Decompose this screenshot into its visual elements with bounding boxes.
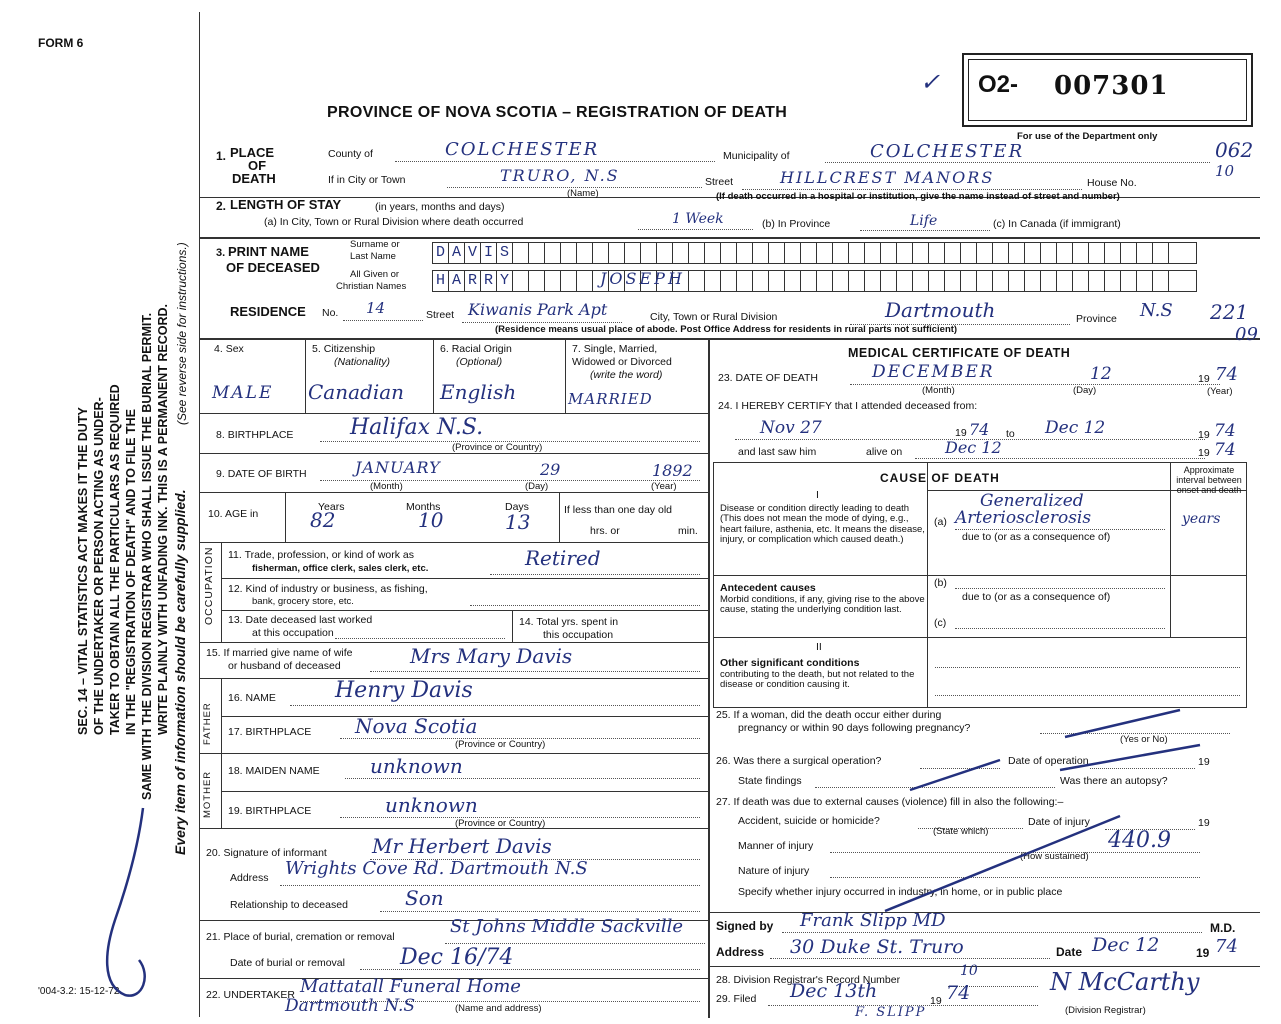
s11-label: 11. Trade, profession, or kind of work as	[228, 549, 414, 561]
approx-interval-label: Approximate interval between onset and death	[1176, 465, 1242, 495]
citizenship-value: Canadian	[308, 380, 405, 404]
margin-text-2: OF THE UNDERTAKER OR PERSON ACTING AS UNDER-	[92, 397, 106, 735]
informant-address-label: Address	[230, 872, 269, 884]
age-months-label: Months	[406, 501, 441, 513]
attended-from-year: 74	[969, 420, 990, 439]
undertaker-value: Mattatall Funeral Home	[300, 976, 521, 997]
alive-on-label: alive on	[866, 446, 903, 458]
margin-text-7: Every item of information should be carefully supplied.	[172, 489, 188, 855]
residence-city-value: Dartmouth	[885, 298, 996, 322]
birth-year-caption: (Year)	[651, 481, 677, 492]
less-than-day-label: If less than one day old	[564, 504, 672, 516]
due-to-label-1: due to (or as a consequence of)	[962, 531, 1111, 543]
injury-year-prefix: 19	[1198, 817, 1210, 829]
injury-date-label: Date of injury	[1028, 816, 1090, 828]
s13-label: 13. Date deceased last worked	[228, 614, 373, 626]
record-number-value: 10	[960, 963, 978, 979]
attended-from-year-prefix: 19	[955, 427, 967, 439]
form-id: FORM 6	[38, 36, 84, 50]
nature-label: Nature of injury	[738, 865, 810, 877]
hours-label: hrs. or	[590, 525, 620, 537]
s14-label-2: this occupation	[543, 629, 614, 641]
s10-label: 10. AGE in	[208, 508, 259, 520]
municipality-code: 10	[1215, 162, 1235, 180]
occupation-value: Retired	[525, 546, 601, 570]
residence-city-label: City, Town or Rural Division	[650, 311, 778, 323]
manner-label: Manner of injury	[738, 840, 814, 852]
s15-label-2: or husband of deceased	[228, 660, 341, 672]
relationship-label: Relationship to deceased	[230, 899, 348, 911]
mother-birthplace-caption: (Province or Country)	[455, 818, 546, 829]
s2-sub: (in years, months and days)	[375, 201, 505, 213]
direct-cause-description: Disease or condition directly leading to death (This does not mean the mode of dying, e.g., heart failure, asthenia, etc. It means the disease, injury, or complication which caused death.)	[720, 503, 925, 546]
occupation-side-label: OCCUPATION	[203, 546, 215, 625]
page-title: PROVINCE OF NOVA SCOTIA – REGISTRATION OF DEATH	[327, 104, 788, 121]
check-mark-icon: ✓	[920, 68, 941, 96]
state-findings-label: State findings	[738, 775, 802, 787]
death-year-value: 74	[1215, 364, 1238, 385]
autopsy-label: Was there an autopsy?	[1060, 775, 1168, 787]
residence-street-value: Kiwanis Park Apt	[468, 300, 608, 319]
mother-maiden-name-value: unknown	[370, 754, 463, 778]
certifier-address-label: Address	[716, 945, 765, 959]
certificate-year-value: 74	[1215, 936, 1238, 957]
s7-label-2: Widowed or Divorced	[572, 356, 672, 368]
s24-label: 24. I HEREBY CERTIFY that I attended deceased from:	[718, 400, 978, 412]
undertaker-caption: (Name and address)	[455, 1003, 542, 1014]
s6-sub: (Optional)	[456, 356, 503, 368]
signed-by-value: Frank Slipp MD	[800, 910, 946, 931]
cause-a-interval: years	[1182, 511, 1221, 527]
undertaker-address-value: Dartmouth N.S	[285, 996, 416, 1016]
residence-street-label: Street	[426, 309, 455, 321]
s3-label: PRINT NAME	[228, 244, 309, 259]
informant-value: Mr Herbert Davis	[372, 834, 552, 858]
given-names-label: All Given or	[350, 269, 400, 280]
residence-province-label: Province	[1076, 313, 1117, 325]
due-to-label-2: due to (or as a consequence of)	[962, 591, 1111, 603]
father-name-value: Henry Davis	[335, 678, 473, 703]
s14-label: 14. Total yrs. spent in	[519, 616, 619, 628]
registrar-initial-mark	[95, 800, 165, 1010]
informant-address-value: Wrights Cove Rd. Dartmouth N.S	[285, 858, 588, 879]
filed-year-value: 74	[946, 982, 971, 1004]
last-saw-year: 74	[1214, 440, 1236, 460]
residence-label: RESIDENCE	[230, 304, 306, 319]
death-day-value: 12	[1090, 364, 1112, 384]
s23-label: 23. DATE OF DEATH	[718, 372, 818, 384]
residence-province-value: N.S	[1140, 300, 1173, 321]
other-conditions-description: contributing to the death, but not related to the disease or condition causing it.	[720, 669, 915, 691]
s13-label-2: at this occupation	[252, 627, 334, 639]
violence-strike-mark	[880, 806, 1130, 916]
birth-day-caption: (Day)	[525, 481, 549, 492]
s1-label-death: DEATH	[232, 171, 276, 186]
last-saw-label: and last saw him	[738, 446, 817, 458]
s17-label: 17. BIRTHPLACE	[228, 726, 312, 738]
stay-city-value: 1 Week	[672, 211, 724, 227]
s12-label: 12. Kind of industry or business, as fishing,	[228, 583, 428, 595]
s1-label: PLACE	[230, 145, 275, 160]
attended-from-value: Nov 27	[760, 418, 822, 438]
cause-part-i: I	[816, 489, 819, 501]
registration-number: 007301	[1054, 71, 1169, 101]
death-month-value: DECEMBER	[872, 362, 995, 382]
attended-to-value: Dec 12	[1045, 418, 1106, 438]
md-label: M.D.	[1210, 921, 1236, 935]
county-label: County of	[328, 148, 373, 160]
birth-day-value: 29	[540, 460, 561, 479]
cause-c-label: (c)	[934, 617, 947, 629]
s28-label: 28. Division Registrar's Record Number	[716, 974, 901, 986]
residence-note: (Residence means usual place of abode. Post Office Address for residents in rural parts not sufficient)	[495, 324, 958, 335]
operation-year-prefix: 19	[1198, 756, 1210, 768]
given-names-cells: H A R R Y	[432, 270, 1197, 292]
other-conditions-title: Other significant conditions	[720, 657, 860, 669]
last-saw-value: Dec 12	[945, 438, 1002, 457]
s2-num: 2.	[216, 199, 227, 213]
s7-label-3: (write the word)	[590, 369, 663, 381]
margin-text-5: SAME WITH THE DIVISION REGISTRAR WHO SHALL ISSUE THE BURIAL PERMIT.	[140, 312, 154, 800]
margin-text-4: IN THE "REGISTRATION OF DEATH" AND TO FILE THE	[124, 409, 138, 735]
certificate-date-value: Dec 12	[1092, 934, 1160, 956]
surgery-strike-mark	[900, 740, 1220, 795]
accident-label: Accident, suicide or homicide?	[738, 815, 880, 827]
attended-to-year-prefix: 19	[1198, 429, 1210, 441]
s25-label-2: pregnancy or within 90 days following pregnancy?	[738, 722, 971, 734]
age-days-label: Days	[505, 501, 529, 513]
surname-label-2: Last Name	[350, 251, 396, 262]
birth-year-value: 1892	[652, 461, 693, 480]
how-sustained-caption: (How sustained)	[1020, 851, 1089, 862]
antecedent-causes-description: Morbid conditions, if any, giving rise to the above cause, stating the underlying condition last.	[720, 594, 925, 616]
s5-label: 5. Citizenship	[312, 343, 376, 355]
s19-label: 19. BIRTHPLACE	[228, 805, 312, 817]
racial-origin-value: English	[440, 380, 517, 404]
registration-number-box	[962, 53, 1253, 127]
s22-label: 22. UNDERTAKER	[206, 989, 295, 1001]
s9-label: 9. DATE OF BIRTH	[216, 468, 307, 480]
birthplace-caption: (Province or Country)	[452, 442, 543, 453]
death-year-prefix: 19	[1198, 373, 1210, 385]
age-years-value: 82	[310, 508, 336, 532]
s21-label: 21. Place of burial, cremation or removal	[206, 931, 395, 943]
s3-num: 3.	[216, 247, 226, 259]
s29-label: 29. Filed	[716, 993, 757, 1005]
burial-date-label: Date of burial or removal	[230, 957, 345, 969]
registrar-caption: (Division Registrar)	[1065, 1005, 1146, 1016]
house-no-label: House No.	[1087, 177, 1137, 189]
surname-label: Surname or	[350, 239, 400, 250]
city-label: If in City or Town	[328, 174, 406, 186]
surname-cells: D A V I S	[432, 242, 1197, 264]
relationship-value: Son	[405, 886, 444, 910]
filed-year-prefix: 19	[930, 995, 942, 1007]
stay-province-label: (b) In Province	[762, 218, 831, 230]
birthplace-value: Halifax N.S.	[350, 415, 484, 440]
birth-month-caption: (Month)	[370, 481, 403, 492]
attended-to-label: to	[1006, 428, 1015, 440]
cause-a-label: (a)	[934, 516, 947, 528]
city-name-caption: (Name)	[567, 188, 599, 199]
margin-text-8: (See reverse side for instructions.)	[175, 242, 189, 425]
filed-date-value: Dec 13th	[790, 980, 878, 1002]
operation-date-label: Date of operation	[1008, 755, 1089, 767]
street-value: HILLCREST MANORS	[780, 168, 995, 187]
s7-label: 7. Single, Married,	[572, 343, 658, 355]
s1-num: 1.	[216, 149, 227, 163]
certifier-stamp: F. SLIPP	[855, 1005, 927, 1020]
stay-province-value: Life	[910, 213, 938, 229]
age-days-value: 13	[505, 510, 531, 534]
s26-label: 26. Was there a surgical operation?	[716, 755, 882, 767]
marital-status-value: MARRIED	[568, 390, 653, 408]
municipality-label: Municipality of	[723, 150, 790, 162]
sex-value: MALE	[212, 383, 274, 403]
father-birthplace-caption: (Province or Country)	[455, 739, 546, 750]
attended-to-year: 74	[1214, 421, 1236, 441]
residence-code-2: 09	[1235, 324, 1258, 345]
county-code: 062	[1215, 138, 1254, 162]
s1-label-of: OF	[248, 158, 267, 173]
spouse-value: Mrs Mary Davis	[410, 644, 573, 668]
certificate-year-prefix: 19	[1196, 946, 1210, 960]
registration-prefix: O2-	[978, 71, 1019, 98]
age-years-label: Years	[318, 501, 345, 513]
s27-label: 27. If death was due to external causes (violence) fill in also the following:–	[716, 796, 1064, 808]
margin-text-3: TAKER TO OBTAIN ALL THE PARTICULARS AS REQUIRED	[108, 384, 122, 735]
s4-label: 4. Sex	[214, 343, 244, 355]
burial-place-value: St Johns Middle Sackville	[450, 916, 683, 937]
s16-label: 16. NAME	[228, 692, 276, 704]
mother-side-label: MOTHER	[202, 770, 213, 818]
margin-text-1: SEC. 14 – VITAL STATISTICS ACT MAKES IT THE DUTY	[76, 407, 90, 735]
mother-birthplace-value: unknown	[385, 793, 478, 817]
hospital-note: (If death occurred in a hospital or institution, give the name instead of street and number)	[716, 191, 1120, 202]
age-months-value: 10	[418, 508, 444, 532]
s8-label: 8. BIRTHPLACE	[216, 429, 294, 441]
s5-sub: (Nationality)	[334, 356, 391, 368]
s25-label: 25. If a woman, did the death occur either during	[716, 709, 942, 721]
specify-location-label: Specify whether injury occurred in industry, in home, or in public place	[738, 886, 1063, 898]
cause-part-ii: II	[816, 641, 822, 653]
city-value: TRURO, N.S	[500, 166, 620, 185]
s12-label-2: bank, grocery store, etc.	[252, 596, 354, 607]
residence-code: 221	[1210, 300, 1249, 324]
antecedent-causes-title: Antecedent causes	[720, 582, 816, 594]
municipality-value: COLCHESTER	[870, 141, 1025, 162]
cause-b-label: (b)	[934, 577, 947, 589]
yes-no-caption: (Yes or No)	[1120, 734, 1168, 745]
death-day-caption: (Day)	[1073, 385, 1097, 396]
cause-of-death-title: CAUSE OF DEATH	[880, 471, 1000, 485]
signed-by-label: Signed by	[716, 919, 774, 933]
s11-label-2: fisherman, office clerk, sales clerk, etc.	[252, 563, 429, 574]
registrar-signature: N McCarthy	[1050, 968, 1200, 996]
injury-code: 440.9	[1108, 828, 1171, 853]
certificate-date-label: Date	[1056, 945, 1083, 959]
state-which-caption: (State which)	[933, 826, 989, 837]
cause-a-value-line-1: Generalized	[980, 491, 1084, 511]
last-saw-year-prefix: 19	[1198, 447, 1210, 459]
s18-label: 18. MAIDEN NAME	[228, 765, 320, 777]
death-month-caption: (Month)	[922, 385, 955, 396]
given-names-label-2: Christian Names	[336, 281, 407, 292]
pregnancy-strike-mark	[1060, 702, 1190, 742]
cause-a-value-line-2: Arteriosclerosis	[955, 508, 1092, 528]
given-name-2: JOSEPH	[600, 269, 685, 288]
s2-label: LENGTH OF STAY	[230, 197, 342, 212]
birth-month-value: JANUARY	[355, 458, 441, 477]
certifier-address-value: 30 Duke St. Truro	[790, 936, 964, 958]
father-side-label: FATHER	[202, 702, 213, 745]
street-label: Street	[705, 176, 734, 188]
s15-label: 15. If married give name of wife	[206, 647, 353, 659]
death-year-caption: (Year)	[1207, 386, 1233, 397]
county-value: COLCHESTER	[445, 139, 600, 160]
burial-date-value: Dec 16/74	[400, 945, 514, 970]
father-birthplace-value: Nova Scotia	[355, 714, 478, 738]
form-code: '004-3.2: 15-12-72	[38, 986, 120, 997]
dept-use-note: For use of the Department only	[1017, 131, 1158, 142]
residence-no-value: 14	[366, 299, 386, 317]
stay-canada-label: (c) In Canada (if immigrant)	[993, 218, 1121, 230]
residence-no-label: No.	[322, 307, 339, 319]
s3-label-2: OF DECEASED	[226, 260, 320, 275]
margin-text-6: WRITE PLAINLY WITH UNFADING INK. THIS IS A PERMANENT RECORD.	[156, 303, 170, 735]
s20-label: 20. Signature of informant	[206, 847, 327, 859]
stay-city-label: (a) In City, Town or Rural Division where death occurred	[264, 216, 524, 228]
s6-label: 6. Racial Origin	[440, 343, 512, 355]
medical-certificate-title: MEDICAL CERTIFICATE OF DEATH	[848, 346, 1071, 360]
minutes-label: min.	[678, 525, 698, 537]
